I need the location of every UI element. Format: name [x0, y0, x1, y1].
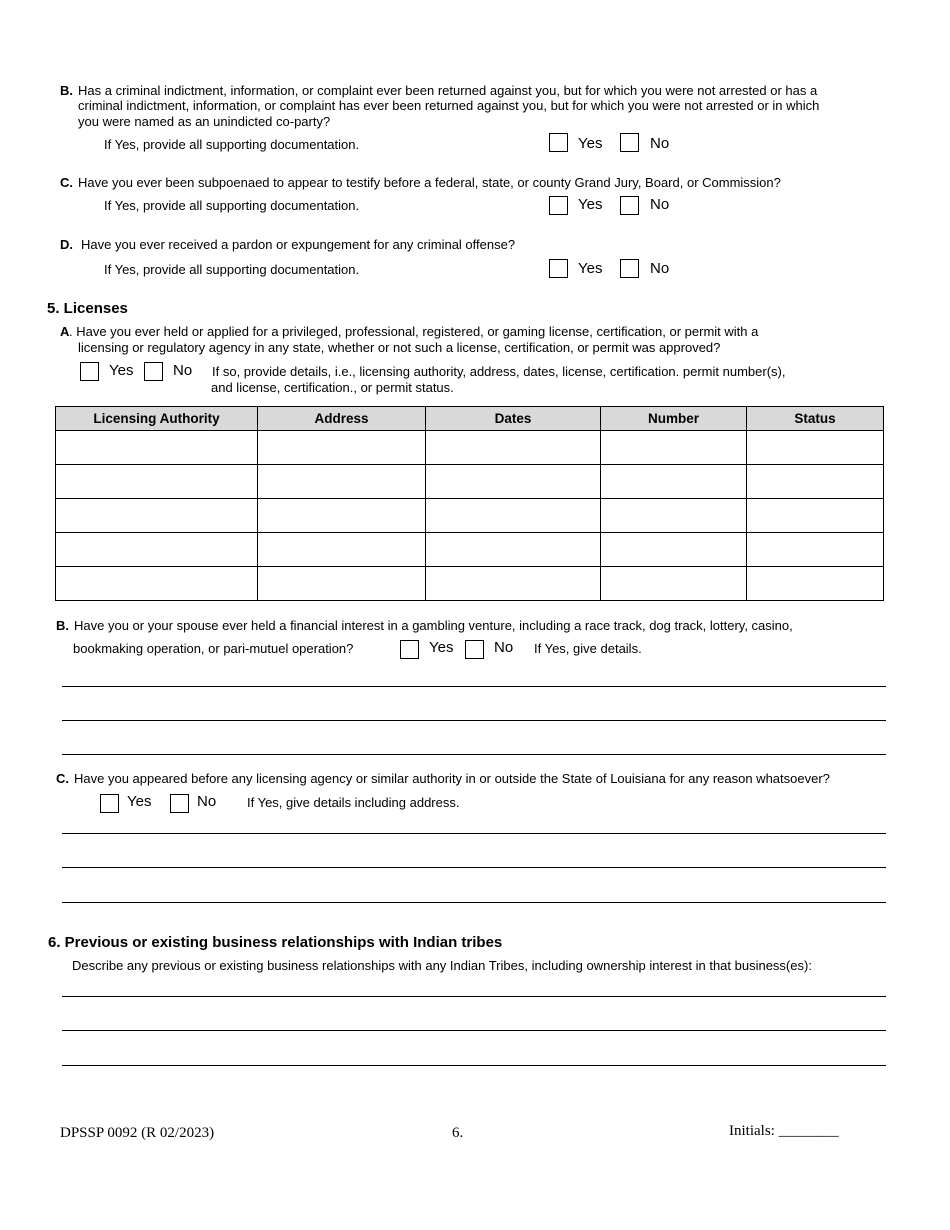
q4c-no-checkbox[interactable]	[620, 196, 639, 215]
q5a-detail-line1: If so, provide details, i.e., licensing authority, address, dates, license, certification. permit number(s),	[212, 364, 786, 379]
page-number: 6.	[452, 1125, 464, 1141]
table-cell[interactable]	[601, 499, 747, 533]
q5a-letter: A	[60, 324, 70, 339]
table-cell[interactable]	[601, 465, 747, 499]
table-cell[interactable]	[426, 431, 601, 465]
q4c-yes-checkbox[interactable]	[549, 196, 568, 215]
initials-field[interactable]	[729, 1123, 839, 1140]
license-table	[55, 406, 884, 601]
q5b-yes-checkbox[interactable]	[400, 640, 419, 659]
q4c-yes-label: Yes	[578, 196, 603, 213]
q4c-no-label: No	[650, 196, 670, 213]
q4c-letter: C.	[60, 175, 73, 190]
q4d-yes-checkbox[interactable]	[549, 259, 568, 278]
q4b-letter: B.	[60, 83, 73, 98]
table-row	[56, 465, 884, 499]
table-cell[interactable]	[747, 567, 884, 601]
table-cell[interactable]	[258, 431, 426, 465]
header-number: Number	[601, 407, 747, 431]
q4d-question: Have you ever received a pardon or expungement for any criminal offense?	[81, 237, 516, 252]
table-cell[interactable]	[747, 533, 884, 567]
q5a-question-line1: . Have you ever held or applied for a privileged, professional, registered, or gaming license, certification, or permit with a	[69, 324, 759, 339]
header-licensing-authority: Licensing Authority	[56, 407, 258, 431]
initials-blank: ________	[778, 1123, 839, 1139]
table-cell[interactable]	[56, 533, 258, 567]
q5c-no-label: No	[197, 793, 217, 810]
q5c-yes-checkbox[interactable]	[100, 794, 119, 813]
q5b-no-label: No	[494, 639, 514, 656]
q5a-yes-checkbox[interactable]	[80, 362, 99, 381]
header-address: Address	[258, 407, 426, 431]
q5c-answer-line[interactable]	[62, 902, 886, 903]
q5b-note: If Yes, give details.	[534, 641, 642, 656]
q4d-no-checkbox[interactable]	[620, 259, 639, 278]
q5b-question-line1: Have you or your spouse ever held a financial interest in a gambling venture, including a race track, dog track, lottery, casino,	[74, 618, 793, 633]
q4b-note: If Yes, provide all supporting documentation.	[104, 137, 360, 152]
q4b-no-checkbox[interactable]	[620, 133, 639, 152]
q5b-answer-line[interactable]	[62, 754, 886, 755]
q4b-yes-checkbox[interactable]	[549, 133, 568, 152]
q5c-no-checkbox[interactable]	[170, 794, 189, 813]
q5a-question-line2: licensing or regulatory agency in any state, whether or not such a license, certification, or permit was approved?	[78, 340, 721, 355]
form-id: DPSSP 0092 (R 02/2023)	[60, 1125, 215, 1141]
table-cell[interactable]	[747, 431, 884, 465]
section5-title: 5. Licenses	[47, 300, 128, 317]
table-cell[interactable]	[56, 499, 258, 533]
section6-answer-line[interactable]	[62, 1065, 886, 1066]
q5c-answer-line[interactable]	[62, 833, 886, 834]
q4c-question: Have you ever been subpoenaed to appear to testify before a federal, state, or county Grand Jury, Board, or Commission?	[78, 175, 781, 190]
q4b-question-line2: criminal indictment, information, or complaint has ever been returned against you, but for which you were not arrested or in which	[78, 98, 820, 113]
q4b-yes-label: Yes	[578, 135, 603, 152]
table-cell[interactable]	[601, 567, 747, 601]
section6-answer-line[interactable]	[62, 1030, 886, 1031]
table-row	[56, 499, 884, 533]
q5b-yes-label: Yes	[429, 639, 454, 656]
q4d-yes-label: Yes	[578, 260, 603, 277]
section6-description: Describe any previous or existing business relationships with any Indian Tribes, including ownership interest in that business(es):	[72, 958, 812, 973]
q5c-question: Have you appeared before any licensing agency or similar authority in or outside the State of Louisiana for any reason whatsoever?	[74, 771, 830, 786]
initials-label: Initials:	[729, 1123, 775, 1139]
q5c-letter: C.	[56, 771, 69, 786]
table-cell[interactable]	[258, 465, 426, 499]
q5c-note: If Yes, give details including address.	[247, 795, 460, 810]
table-cell[interactable]	[426, 567, 601, 601]
license-table-header-row	[56, 407, 884, 431]
table-cell[interactable]	[601, 533, 747, 567]
table-cell[interactable]	[258, 499, 426, 533]
table-cell[interactable]	[258, 567, 426, 601]
q4c-note: If Yes, provide all supporting documentation.	[104, 198, 360, 213]
table-cell[interactable]	[747, 465, 884, 499]
q4b-question-line3: you were named as an unindicted co-party?	[78, 114, 331, 129]
q5c-answer-line[interactable]	[62, 867, 886, 868]
q5b-question-line2: bookmaking operation, or pari-mutuel operation?	[73, 641, 354, 656]
q4b-question-line1: Has a criminal indictment, information, or complaint ever been returned against you, but for which you were not arrested or has a	[78, 83, 818, 98]
table-row	[56, 533, 884, 567]
table-cell[interactable]	[258, 533, 426, 567]
q5b-no-checkbox[interactable]	[465, 640, 484, 659]
table-cell[interactable]	[56, 465, 258, 499]
table-cell[interactable]	[56, 431, 258, 465]
q4b-no-label: No	[650, 135, 670, 152]
q5a-no-label: No	[173, 362, 193, 379]
table-cell[interactable]	[56, 567, 258, 601]
table-cell[interactable]	[426, 499, 601, 533]
q4d-note: If Yes, provide all supporting documentation.	[104, 262, 360, 277]
header-status: Status	[747, 407, 884, 431]
q5a-yes-label: Yes	[109, 362, 134, 379]
table-cell[interactable]	[426, 465, 601, 499]
q5b-answer-line[interactable]	[62, 720, 886, 721]
section6-answer-line[interactable]	[62, 996, 886, 997]
q5b-letter: B.	[56, 618, 69, 633]
section6-title: 6. Previous or existing business relationships with Indian tribes	[48, 934, 503, 951]
header-dates: Dates	[426, 407, 601, 431]
q4d-no-label: No	[650, 260, 670, 277]
table-cell[interactable]	[426, 533, 601, 567]
q5c-yes-label: Yes	[127, 793, 152, 810]
table-cell[interactable]	[601, 431, 747, 465]
table-row	[56, 567, 884, 601]
q5a-no-checkbox[interactable]	[144, 362, 163, 381]
table-cell[interactable]	[747, 499, 884, 533]
q5b-answer-line[interactable]	[62, 686, 886, 687]
q5a-detail-line2: and license, certification., or permit status.	[211, 380, 454, 395]
table-row	[56, 431, 884, 465]
q4d-letter: D.	[60, 237, 73, 252]
